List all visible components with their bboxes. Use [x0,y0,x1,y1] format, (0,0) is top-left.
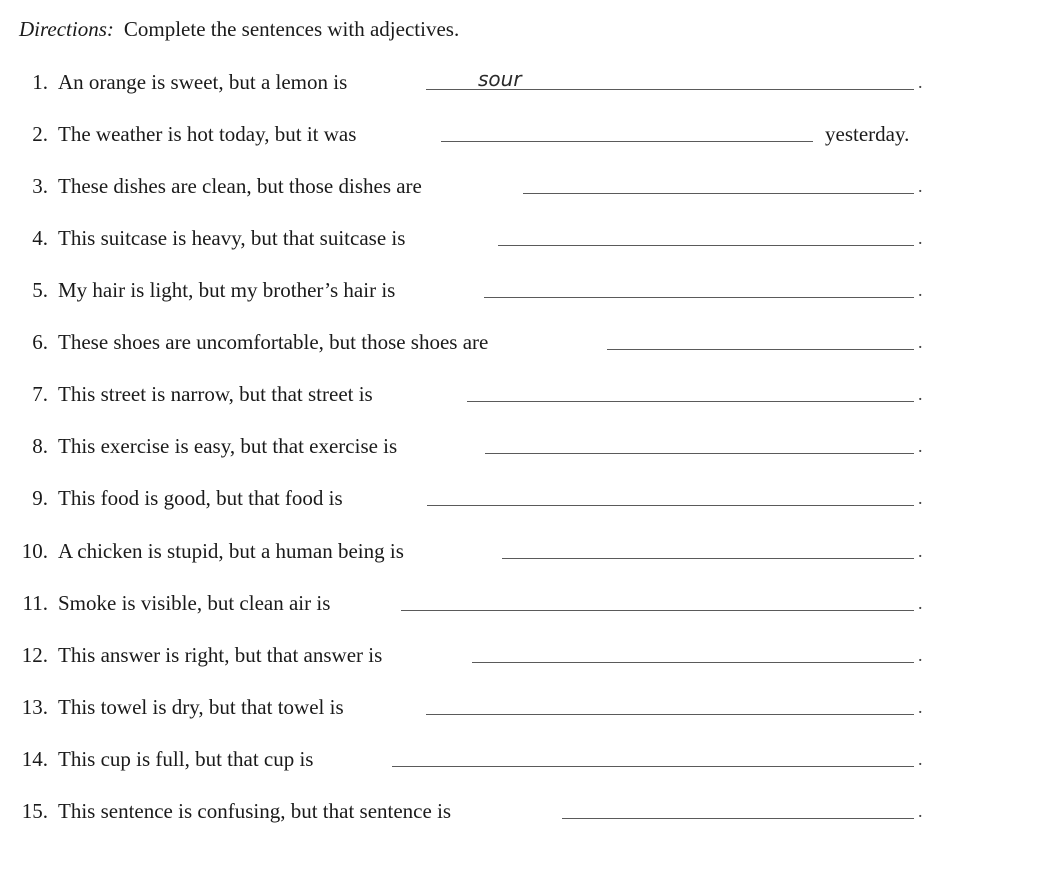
item-number: 10. [21,539,48,563]
item-prompt: A chicken is stupid, but a human being is [58,539,404,563]
item-prompt: These shoes are uncomfortable, but those shoes are [58,330,489,354]
item-number: 13. [21,695,48,719]
exercise-item-6 [0,327,1048,357]
sentence-period: . [918,541,923,561]
item-number: 15. [21,799,48,823]
sentence-period: . [918,697,923,717]
item-prompt: An orange is sweet, but a lemon is [58,70,348,94]
directions-label: Directions: [19,17,114,41]
item-prompt: Smoke is visible, but clean air is [58,591,331,615]
answer-blank[interactable] [401,610,914,611]
directions [19,14,459,44]
exercise-item-7 [0,379,1048,409]
sentence-period: . [918,801,923,821]
sentence-period: . [918,749,923,769]
item-prompt: This cup is full, but that cup is [58,747,314,771]
item-prompt: This street is narrow, but that street is [58,382,373,406]
answer-blank[interactable] [441,141,813,142]
answer-blank[interactable] [607,349,914,350]
item-prompt: This suitcase is heavy, but that suitcase is [58,226,406,250]
item-number: 12. [21,643,48,667]
sentence-period: . [918,228,923,248]
sentence-period: . [918,280,923,300]
item-prompt: This food is good, but that food is [58,486,343,510]
item-prompt: This towel is dry, but that towel is [58,695,344,719]
exercise-item-8 [0,431,1048,461]
item-number: 9. [32,486,48,510]
exercise-item-4 [0,223,1048,253]
exercise-item-13 [0,692,1048,722]
exercise-item-14 [0,744,1048,774]
item-number: 7. [32,382,48,406]
item-prompt: The weather is hot today, but it was [58,122,357,146]
sentence-period: . [918,384,923,404]
answer-blank[interactable] [426,714,914,715]
answer-blank[interactable] [485,453,914,454]
answer-blank[interactable] [427,505,914,506]
sentence-period: . [918,72,923,92]
sentence-period: . [918,645,923,665]
item-prompt: These dishes are clean, but those dishes are [58,174,422,198]
item-number: 8. [32,434,48,458]
sentence-ending: yesterday. [825,122,910,146]
exercise-item-10 [0,536,1048,566]
sentence-period: . [918,436,923,456]
exercise-item-11 [0,588,1048,618]
item-number: 1. [32,70,48,94]
item-prompt: This answer is right, but that answer is [58,643,383,667]
item-number: 3. [32,174,48,198]
answer-blank[interactable] [498,245,914,246]
answer-blank[interactable] [502,558,914,559]
item-number: 2. [32,122,48,146]
exercise-item-2 [0,119,1048,149]
sentence-period: . [918,176,923,196]
answer-blank[interactable] [523,193,914,194]
item-number: 4. [32,226,48,250]
answer-text[interactable]: sour [478,67,522,91]
item-prompt: My hair is light, but my brother’s hair is [58,278,396,302]
exercise-item-1 [0,67,1048,97]
directions-text: Complete the sentences with adjectives. [123,17,460,41]
item-number: 6. [32,330,48,354]
item-prompt: This exercise is easy, but that exercise is [58,434,398,458]
answer-blank[interactable] [484,297,914,298]
exercise-item-5 [0,275,1048,305]
exercise-item-12 [0,640,1048,670]
exercise-item-15 [0,796,1048,826]
item-prompt: This sentence is confusing, but that sentence is [58,799,452,823]
answer-blank[interactable] [392,766,914,767]
exercise-item-9 [0,483,1048,513]
answer-blank[interactable] [467,401,914,402]
sentence-period: . [918,332,923,352]
item-number: 11. [22,591,48,615]
answer-blank[interactable] [472,662,914,663]
sentence-period: . [918,593,923,613]
item-number: 14. [21,747,48,771]
exercise-item-3 [0,171,1048,201]
sentence-period: . [918,488,923,508]
item-number: 5. [32,278,48,302]
answer-blank[interactable] [562,818,914,819]
